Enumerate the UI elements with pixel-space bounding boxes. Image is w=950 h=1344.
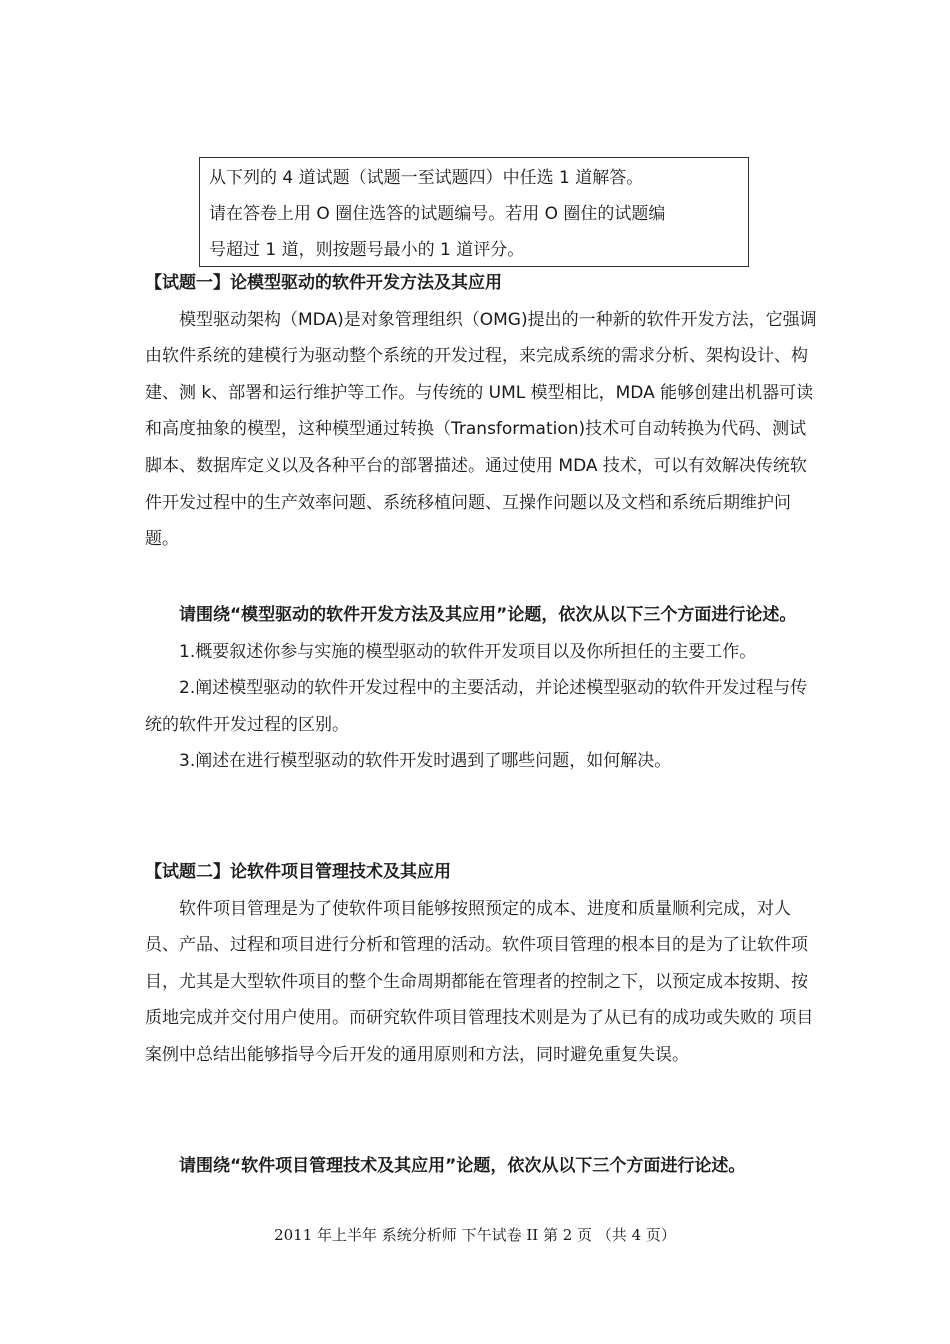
task-item: 3.阐述在进行模型驱动的软件开发时遇到了哪些问题，如何解决。: [179, 751, 672, 772]
question-one-tasks: [145, 597, 820, 780]
question-two-tasks: [145, 1148, 820, 1185]
instructions-box: [199, 157, 749, 267]
page-footer: 2011 年上半年 系统分析师 下午试卷 II 第 2 页 （共 4 页）: [274, 1226, 676, 1244]
task-item: 1.概要叙述你参与实施的模型驱动的软件开发项目以及你所担任的主要工作。: [179, 641, 757, 662]
instruction-line: 请在答卷上用 O 圈住选答的试题编号。若用 O 圈住的试题编: [209, 204, 666, 224]
question-two-paragraph: 软件项目管理是为了使软件项目能够按照预定的成本、进度和质量顺利完成，对人员、产品、过程和项目进行分析和管理的活动。软件项目管理的根本目的是为了让软件项目，尤其是大型软件项目的整个生命周期都能在管理者的控制之下，以预定成本按期、按质地完成并交付用户使用。而研究软件项目管理技术则是为了从已有的成功或失败的 项目案例中总结出能够指导今后开发的通用原则和方法，同时避免重复失误。: [145, 898, 814, 1065]
question-one-paragraph: 模型驱动架构（MDA)是对象管理组织（OMG)提出的一种新的软件开发方法，它强调由软件系统的建模行为驱动整个系统的开发过程，来完成系统的需求分析、架构设计、构建、测 k、部署和运行维护等工作。与传统的 UML 模型相比，MDA 能够创建出机器可读和高度抽象的模型，这种模型通过转换（Transformation)技术可自动转换为代码、测试脚本、数据库定义以及各种平台的部署描述。通过使用 MDA 技术，可以有效解决传统软件开发过程中的生产效率问题、系统移植问题、互操作问题以及文档和系统后期维护问题。: [145, 309, 817, 550]
question-two-heading: 【试题二】论软件项目管理技术及其应用: [145, 862, 451, 882]
question-one-heading: 【试题一】论模型驱动的软件开发方法及其应用: [145, 273, 502, 293]
instruction-line: 从下列的 4 道试题（试题一至试题四）中任选 1 道解答。: [209, 168, 644, 188]
instruction-line: 号超过 1 道，则按题号最小的 1 道评分。: [209, 240, 525, 260]
question-one: [145, 265, 820, 558]
question-two: [145, 854, 820, 1074]
question-two-prompt: 请围绕“软件项目管理技术及其应用”论题，依次从以下三个方面进行论述。: [179, 1156, 746, 1176]
question-one-prompt: 请围绕“模型驱动的软件开发方法及其应用”论题，依次从以下三个方面进行论述。: [179, 605, 797, 625]
task-item: 2.阐述模型驱动的软件开发过程中的主要活动，并论述模型驱动的软件开发过程与传统的软件开发过程的区别。: [145, 678, 808, 735]
